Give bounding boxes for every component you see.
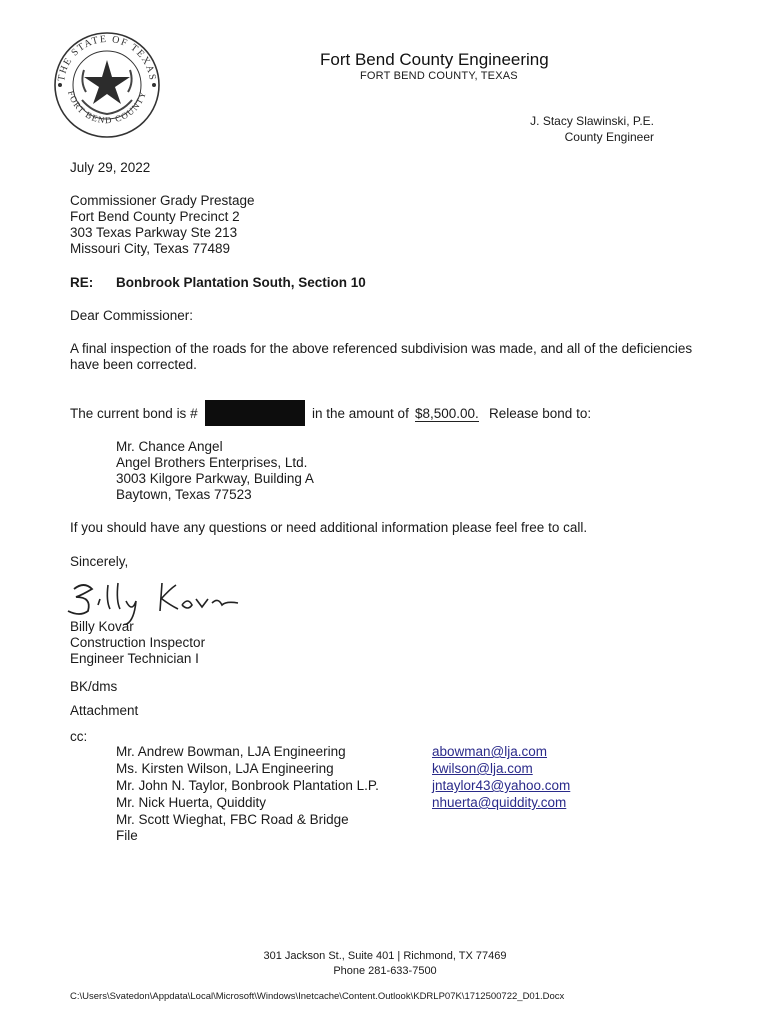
release-to-line: Mr. Chance Angel	[116, 439, 223, 454]
closing-line: If you should have any questions or need additional information please feel free to call.	[70, 520, 588, 535]
cc-recipient: Ms. Kirsten Wilson, LJA Engineering	[116, 761, 334, 776]
recipient-line: Missouri City, Texas 77489	[70, 241, 231, 256]
body-text: A final inspection of the roads for the above referenced subdivision was made, and all of the deficiencies	[70, 341, 693, 356]
file-path: C:\Users\Svatedon\Appdata\Local\Microsoft\Windows\Inetcache\Content.Outlook\KDRLP07K\1712500722_D01.Docx	[70, 991, 565, 1002]
svg-text:FORT BEND COUNTY: FORT BEND COUNTY	[65, 89, 149, 126]
county-seal-logo	[52, 30, 162, 140]
engineer-name: J. Stacy Slawinski, P.E.	[530, 114, 654, 128]
signer-title: Construction Inspector	[70, 635, 206, 650]
cc-email-link[interactable]: nhuerta@quiddity.com	[432, 795, 567, 810]
salutation: Dear Commissioner:	[70, 308, 194, 323]
redaction-box	[205, 400, 305, 426]
cc-recipient: File	[116, 828, 138, 843]
sign-off: Sincerely,	[70, 554, 129, 569]
cc-recipient: Mr. Andrew Bowman, LJA Engineering	[116, 744, 346, 759]
organization-subtitle: FORT BEND COUNTY, TEXAS	[360, 70, 518, 82]
re-label: RE:	[70, 275, 94, 290]
signer-name: Billy Kovar	[70, 619, 134, 634]
organization-name: Fort Bend County Engineering	[320, 50, 549, 69]
attachment-label: Attachment	[70, 703, 139, 718]
footer-phone: Phone 281-633-7500	[333, 965, 437, 977]
footer-address: 301 Jackson St., Suite 401 | Richmond, TX 77469	[263, 950, 507, 962]
engineer-title: County Engineer	[564, 130, 654, 144]
cc-recipient: Mr. Nick Huerta, Quiddity	[116, 795, 267, 810]
signature-image	[62, 575, 242, 625]
recipient-line: Fort Bend County Precinct 2	[70, 209, 240, 224]
bond-amount: $8,500.00.	[415, 406, 479, 421]
release-to-line: 3003 Kilgore Parkway, Building A	[116, 471, 314, 486]
release-to-line: Baytown, Texas 77523	[116, 487, 252, 502]
cc-recipient: Mr. John N. Taylor, Bonbrook Plantation L.P.	[116, 778, 379, 793]
bond-prefix: The current bond is #	[70, 406, 198, 421]
svg-text:THE STATE OF TEXAS: THE STATE OF TEXAS	[56, 33, 158, 83]
cc-email-link[interactable]: jntaylor43@yahoo.com	[432, 778, 571, 793]
signer-title: Engineer Technician I	[70, 651, 199, 666]
letter-date: July 29, 2022	[70, 160, 151, 175]
re-subject: Bonbrook Plantation South, Section 10	[116, 275, 366, 290]
cc-recipient: Mr. Scott Wieghat, FBC Road & Bridge	[116, 812, 349, 827]
release-to-line: Angel Brothers Enterprises, Ltd.	[116, 455, 308, 470]
initials: BK/dms	[70, 679, 118, 694]
recipient-line: Commissioner Grady Prestage	[70, 193, 255, 208]
cc-email-link[interactable]: abowman@lja.com	[432, 744, 548, 759]
cc-label: cc:	[70, 729, 88, 744]
cc-email-link[interactable]: kwilson@lja.com	[432, 761, 533, 776]
bond-middle: in the amount of	[312, 406, 409, 421]
bond-release-label: Release bond to:	[489, 406, 592, 421]
recipient-line: 303 Texas Parkway Ste 213	[70, 225, 238, 240]
body-text: have been corrected.	[70, 357, 197, 372]
